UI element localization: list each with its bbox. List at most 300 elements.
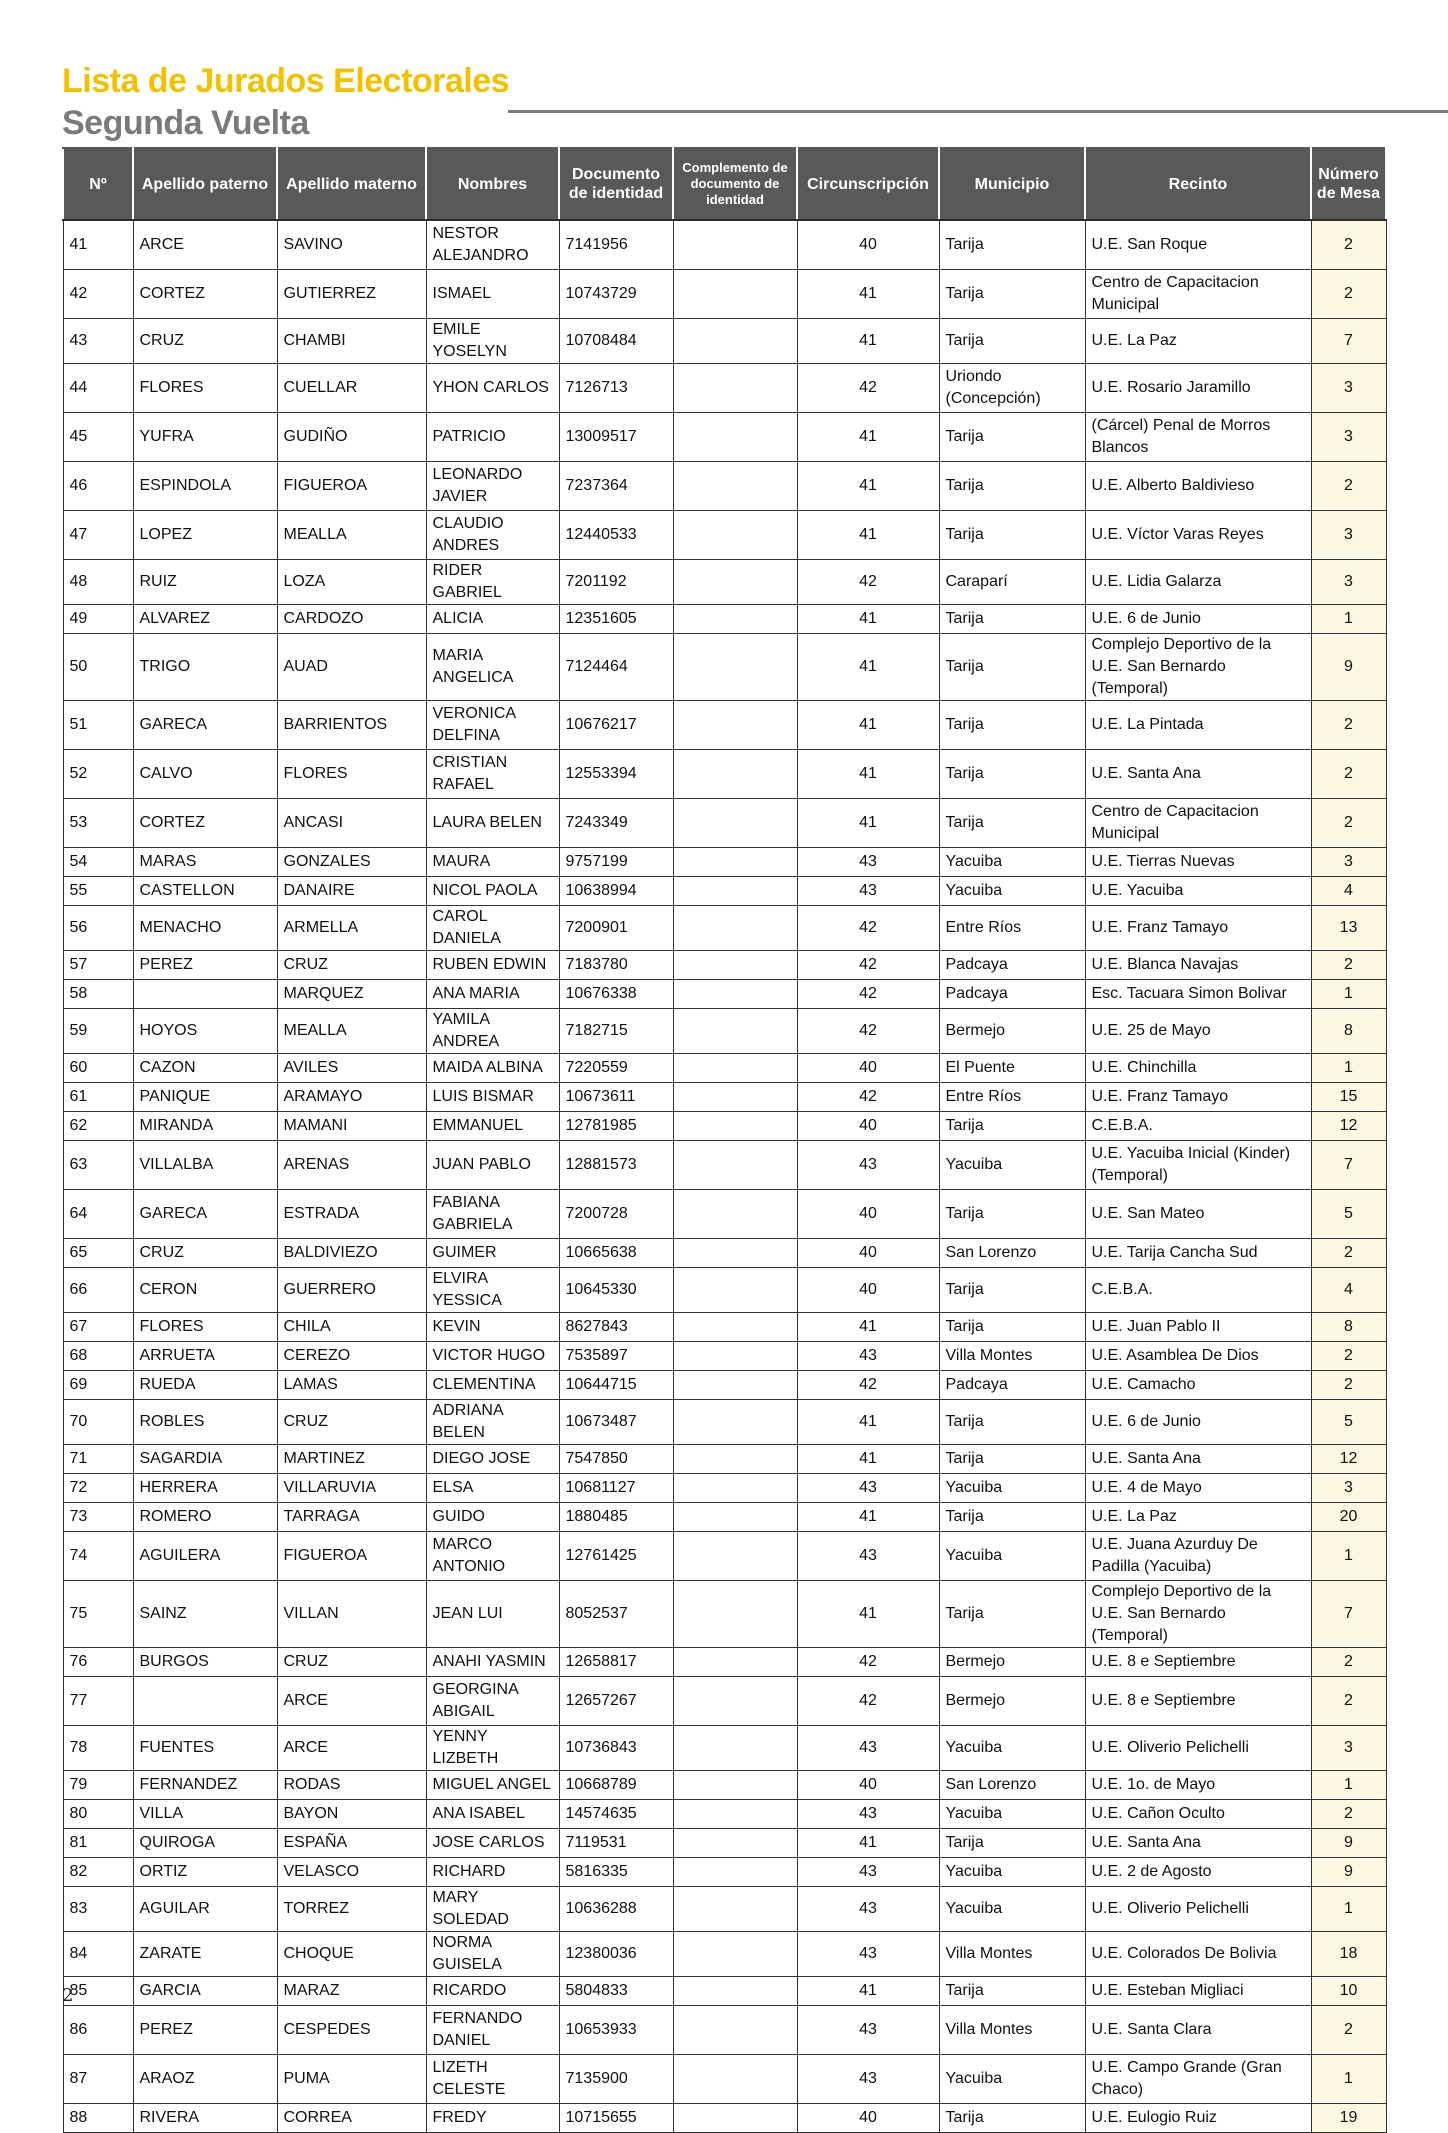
- cell-mun: San Lorenzo: [939, 1771, 1085, 1800]
- cell-ap: RUEDA: [133, 1371, 277, 1400]
- cell-n: 54: [63, 848, 133, 877]
- cell-comp: [673, 2104, 797, 2133]
- cell-nom: MIGUEL ANGEL: [426, 1771, 559, 1800]
- cell-rec: U.E. Eulogio Ruiz: [1085, 2104, 1311, 2133]
- cell-mesa: 15: [1311, 1083, 1386, 1112]
- cell-rec: Centro de Capacitacion Municipal: [1085, 799, 1311, 848]
- cell-am: VILLARUVIA: [277, 1474, 426, 1503]
- cell-nom: DIEGO JOSE: [426, 1445, 559, 1474]
- cell-doc: 10665638: [559, 1239, 673, 1268]
- cell-nom: ANA ISABEL: [426, 1800, 559, 1829]
- cell-comp: [673, 1771, 797, 1800]
- cell-doc: 12380036: [559, 1932, 673, 1977]
- cell-mun: Tarija: [939, 1190, 1085, 1239]
- table-row: [63, 511, 1386, 560]
- cell-comp: [673, 605, 797, 634]
- cell-ap: MARAS: [133, 848, 277, 877]
- cell-ap: ROMERO: [133, 1503, 277, 1532]
- cell-ap: CASTELLON: [133, 877, 277, 906]
- page-title: Lista de Jurados Electorales: [62, 62, 510, 100]
- cell-mun: Tarija: [939, 413, 1085, 462]
- cell-nom: LEONARDO JAVIER: [426, 462, 559, 511]
- cell-n: 62: [63, 1112, 133, 1141]
- cell-n: 68: [63, 1342, 133, 1371]
- cell-mesa: 8: [1311, 1009, 1386, 1054]
- cell-mesa: 3: [1311, 848, 1386, 877]
- cell-n: 83: [63, 1887, 133, 1932]
- cell-mesa: 5: [1311, 1190, 1386, 1239]
- cell-am: ESPAÑA: [277, 1829, 426, 1858]
- cell-comp: [673, 1581, 797, 1648]
- cell-rec: Complejo Deportivo de la U.E. San Bernardo (Temporal): [1085, 634, 1311, 701]
- cell-mesa: 12: [1311, 1445, 1386, 1474]
- cell-nom: RIDER GABRIEL: [426, 560, 559, 605]
- cell-nom: YAMILA ANDREA: [426, 1009, 559, 1054]
- cell-rec: U.E. 1o. de Mayo: [1085, 1771, 1311, 1800]
- cell-mun: Padcaya: [939, 1371, 1085, 1400]
- cell-comp: [673, 1503, 797, 1532]
- cell-doc: 13009517: [559, 413, 673, 462]
- cell-ap: ESPINDOLA: [133, 462, 277, 511]
- cell-am: ANCASI: [277, 799, 426, 848]
- cell-mun: Yacuiba: [939, 877, 1085, 906]
- cell-ap: RIVERA: [133, 2104, 277, 2133]
- cell-ap: ARRUETA: [133, 1342, 277, 1371]
- cell-n: 75: [63, 1581, 133, 1648]
- cell-circ: 43: [797, 1858, 939, 1887]
- cell-nom: GUIMER: [426, 1239, 559, 1268]
- cell-circ: 40: [797, 220, 939, 270]
- cell-rec: U.E. Oliverio Pelichelli: [1085, 1887, 1311, 1932]
- cell-doc: 12657267: [559, 1677, 673, 1726]
- cell-doc: 10715655: [559, 2104, 673, 2133]
- cell-am: ARAMAYO: [277, 1083, 426, 1112]
- cell-n: 79: [63, 1771, 133, 1800]
- cell-ap: TRIGO: [133, 634, 277, 701]
- table-row: [63, 951, 1386, 980]
- column-header: Circunscripción: [797, 148, 939, 220]
- cell-comp: [673, 1977, 797, 2006]
- cell-mun: Villa Montes: [939, 2006, 1085, 2055]
- table-row: [63, 1268, 1386, 1313]
- cell-mun: Yacuiba: [939, 848, 1085, 877]
- cell-nom: FREDY: [426, 2104, 559, 2133]
- cell-mesa: 8: [1311, 1313, 1386, 1342]
- cell-ap: AGUILERA: [133, 1532, 277, 1581]
- cell-mun: Padcaya: [939, 951, 1085, 980]
- cell-am: CORREA: [277, 2104, 426, 2133]
- cell-comp: [673, 799, 797, 848]
- cell-doc: 10645330: [559, 1268, 673, 1313]
- cell-mesa: 2: [1311, 270, 1386, 319]
- cell-mun: Tarija: [939, 319, 1085, 364]
- cell-am: CRUZ: [277, 1648, 426, 1677]
- cell-circ: 41: [797, 270, 939, 319]
- cell-comp: [673, 1009, 797, 1054]
- cell-comp: [673, 951, 797, 980]
- cell-nom: JEAN LUI: [426, 1581, 559, 1648]
- cell-am: SAVINO: [277, 220, 426, 270]
- cell-ap: ARCE: [133, 220, 277, 270]
- cell-rec: U.E. Franz Tamayo: [1085, 906, 1311, 951]
- cell-mun: Caraparí: [939, 560, 1085, 605]
- cell-circ: 41: [797, 319, 939, 364]
- cell-doc: 10736843: [559, 1726, 673, 1771]
- cell-mun: Villa Montes: [939, 1932, 1085, 1977]
- cell-n: 88: [63, 2104, 133, 2133]
- cell-n: 80: [63, 1800, 133, 1829]
- cell-ap: PANIQUE: [133, 1083, 277, 1112]
- table-row: [63, 980, 1386, 1009]
- table-row: [63, 1083, 1386, 1112]
- cell-n: 66: [63, 1268, 133, 1313]
- cell-rec: U.E. Rosario Jaramillo: [1085, 364, 1311, 413]
- table-row: [63, 1771, 1386, 1800]
- cell-n: 63: [63, 1141, 133, 1190]
- cell-mun: Yacuiba: [939, 1887, 1085, 1932]
- cell-comp: [673, 2055, 797, 2104]
- cell-mun: Yacuiba: [939, 1474, 1085, 1503]
- cell-rec: U.E. 8 e Septiembre: [1085, 1677, 1311, 1726]
- cell-doc: 7126713: [559, 364, 673, 413]
- cell-am: LAMAS: [277, 1371, 426, 1400]
- cell-nom: VICTOR HUGO: [426, 1342, 559, 1371]
- cell-nom: JOSE CARLOS: [426, 1829, 559, 1858]
- table-row: [63, 2104, 1386, 2133]
- cell-nom: FERNANDO DANIEL: [426, 2006, 559, 2055]
- cell-am: BAYON: [277, 1800, 426, 1829]
- cell-doc: 10708484: [559, 319, 673, 364]
- cell-nom: ANAHI YASMIN: [426, 1648, 559, 1677]
- cell-am: CHILA: [277, 1313, 426, 1342]
- cell-rec: U.E. La Pintada: [1085, 701, 1311, 750]
- cell-am: ESTRADA: [277, 1190, 426, 1239]
- cell-mesa: 2: [1311, 1677, 1386, 1726]
- cell-nom: ALICIA: [426, 605, 559, 634]
- cell-comp: [673, 1800, 797, 1829]
- cell-am: PUMA: [277, 2055, 426, 2104]
- cell-rec: U.E. 4 de Mayo: [1085, 1474, 1311, 1503]
- cell-rec: U.E. Franz Tamayo: [1085, 1083, 1311, 1112]
- cell-nom: KEVIN: [426, 1313, 559, 1342]
- cell-am: CUELLAR: [277, 364, 426, 413]
- cell-doc: 10668789: [559, 1771, 673, 1800]
- table-row: [63, 560, 1386, 605]
- cell-mun: Yacuiba: [939, 1800, 1085, 1829]
- cell-n: 57: [63, 951, 133, 980]
- cell-n: 45: [63, 413, 133, 462]
- cell-mun: Tarija: [939, 1112, 1085, 1141]
- cell-doc: 10636288: [559, 1887, 673, 1932]
- cell-ap: FERNANDEZ: [133, 1771, 277, 1800]
- cell-circ: 40: [797, 1054, 939, 1083]
- cell-circ: 40: [797, 1239, 939, 1268]
- cell-rec: U.E. 2 de Agosto: [1085, 1858, 1311, 1887]
- cell-nom: PATRICIO: [426, 413, 559, 462]
- title-divider: [508, 110, 1448, 113]
- cell-comp: [673, 1342, 797, 1371]
- cell-doc: 7535897: [559, 1342, 673, 1371]
- cell-circ: 43: [797, 848, 939, 877]
- cell-circ: 41: [797, 1581, 939, 1648]
- cell-nom: JUAN PABLO: [426, 1141, 559, 1190]
- table-row: [63, 750, 1386, 799]
- cell-mun: San Lorenzo: [939, 1239, 1085, 1268]
- cell-mesa: 5: [1311, 1400, 1386, 1445]
- cell-doc: 7237364: [559, 462, 673, 511]
- cell-n: 85: [63, 1977, 133, 2006]
- cell-nom: CLEMENTINA: [426, 1371, 559, 1400]
- cell-n: 49: [63, 605, 133, 634]
- table-row: [63, 1800, 1386, 1829]
- cell-doc: 10673611: [559, 1083, 673, 1112]
- cell-ap: YUFRA: [133, 413, 277, 462]
- cell-rec: U.E. San Roque: [1085, 220, 1311, 270]
- cell-doc: 7200901: [559, 906, 673, 951]
- table-row: [63, 2055, 1386, 2104]
- cell-mun: Yacuiba: [939, 1141, 1085, 1190]
- cell-rec: U.E. Camacho: [1085, 1371, 1311, 1400]
- cell-ap: ORTIZ: [133, 1858, 277, 1887]
- cell-mun: Tarija: [939, 1445, 1085, 1474]
- cell-comp: [673, 1726, 797, 1771]
- cell-rec: U.E. Lidia Galarza: [1085, 560, 1311, 605]
- cell-mun: Tarija: [939, 1313, 1085, 1342]
- cell-circ: 43: [797, 1800, 939, 1829]
- table-row: [63, 1829, 1386, 1858]
- cell-mesa: 1: [1311, 1771, 1386, 1800]
- cell-circ: 42: [797, 1677, 939, 1726]
- table-row: [63, 1400, 1386, 1445]
- cell-n: 73: [63, 1503, 133, 1532]
- cell-doc: 12553394: [559, 750, 673, 799]
- cell-mun: Bermejo: [939, 1677, 1085, 1726]
- cell-doc: 12351605: [559, 605, 673, 634]
- cell-mun: Yacuiba: [939, 1726, 1085, 1771]
- cell-ap: HERRERA: [133, 1474, 277, 1503]
- cell-n: 81: [63, 1829, 133, 1858]
- cell-ap: FLORES: [133, 1313, 277, 1342]
- cell-ap: CALVO: [133, 750, 277, 799]
- cell-comp: [673, 1887, 797, 1932]
- cell-mun: Tarija: [939, 511, 1085, 560]
- cell-doc: 12658817: [559, 1648, 673, 1677]
- cell-nom: MARIA ANGELICA: [426, 634, 559, 701]
- cell-mun: Yacuiba: [939, 1532, 1085, 1581]
- cell-ap: ALVAREZ: [133, 605, 277, 634]
- cell-doc: 5804833: [559, 1977, 673, 2006]
- cell-doc: 7135900: [559, 2055, 673, 2104]
- cell-ap: RUIZ: [133, 560, 277, 605]
- cell-rec: U.E. Santa Ana: [1085, 1445, 1311, 1474]
- cell-nom: YENNY LIZBETH: [426, 1726, 559, 1771]
- cell-n: 50: [63, 634, 133, 701]
- cell-comp: [673, 980, 797, 1009]
- cell-doc: 7119531: [559, 1829, 673, 1858]
- cell-n: 61: [63, 1083, 133, 1112]
- table-row: [63, 1932, 1386, 1977]
- cell-mesa: 2: [1311, 1648, 1386, 1677]
- cell-comp: [673, 319, 797, 364]
- cell-doc: 7243349: [559, 799, 673, 848]
- cell-mun: Tarija: [939, 1400, 1085, 1445]
- cell-am: MEALLA: [277, 511, 426, 560]
- cell-comp: [673, 1677, 797, 1726]
- table-header-row: [63, 148, 1386, 220]
- cell-circ: 40: [797, 1112, 939, 1141]
- table-row: [63, 848, 1386, 877]
- cell-circ: 41: [797, 413, 939, 462]
- cell-mun: Tarija: [939, 1268, 1085, 1313]
- table-row: [63, 1503, 1386, 1532]
- cell-n: 42: [63, 270, 133, 319]
- column-header: Nombres: [426, 148, 559, 220]
- cell-comp: [673, 1239, 797, 1268]
- table-row: [63, 1581, 1386, 1648]
- cell-doc: 7183780: [559, 951, 673, 980]
- cell-comp: [673, 1054, 797, 1083]
- table-row: [63, 1239, 1386, 1268]
- cell-doc: 7547850: [559, 1445, 673, 1474]
- cell-mesa: 1: [1311, 2055, 1386, 2104]
- cell-mesa: 1: [1311, 1532, 1386, 1581]
- table-row: [63, 413, 1386, 462]
- cell-circ: 43: [797, 1342, 939, 1371]
- cell-n: 51: [63, 701, 133, 750]
- cell-circ: 41: [797, 605, 939, 634]
- column-header: Recinto: [1085, 148, 1311, 220]
- cell-n: 41: [63, 220, 133, 270]
- cell-mesa: 2: [1311, 701, 1386, 750]
- cell-mesa: 1: [1311, 605, 1386, 634]
- cell-ap: CORTEZ: [133, 270, 277, 319]
- cell-mun: Bermejo: [939, 1648, 1085, 1677]
- cell-ap: GARECA: [133, 1190, 277, 1239]
- cell-nom: ADRIANA BELEN: [426, 1400, 559, 1445]
- cell-nom: FABIANA GABRIELA: [426, 1190, 559, 1239]
- cell-mun: Tarija: [939, 1503, 1085, 1532]
- cell-ap: MIRANDA: [133, 1112, 277, 1141]
- cell-doc: 14574635: [559, 1800, 673, 1829]
- cell-circ: 43: [797, 2055, 939, 2104]
- cell-n: 56: [63, 906, 133, 951]
- cell-mun: Yacuiba: [939, 2055, 1085, 2104]
- cell-nom: GUIDO: [426, 1503, 559, 1532]
- cell-am: MAMANI: [277, 1112, 426, 1141]
- cell-mesa: 2: [1311, 1371, 1386, 1400]
- table-row: [63, 1858, 1386, 1887]
- cell-nom: NESTOR ALEJANDRO: [426, 220, 559, 270]
- table-row: [63, 605, 1386, 634]
- cell-doc: 10644715: [559, 1371, 673, 1400]
- cell-circ: 41: [797, 750, 939, 799]
- cell-mesa: 7: [1311, 319, 1386, 364]
- table-row: [63, 701, 1386, 750]
- cell-mun: Tarija: [939, 605, 1085, 634]
- table-row: [63, 1190, 1386, 1239]
- cell-mun: Tarija: [939, 750, 1085, 799]
- cell-doc: 12881573: [559, 1141, 673, 1190]
- table-row: [63, 1342, 1386, 1371]
- table-row: [63, 1977, 1386, 2006]
- cell-comp: [673, 1190, 797, 1239]
- cell-n: 46: [63, 462, 133, 511]
- cell-rec: U.E. 6 de Junio: [1085, 605, 1311, 634]
- cell-rec: U.E. Cañon Oculto: [1085, 1800, 1311, 1829]
- table-row: [63, 906, 1386, 951]
- cell-mesa: 3: [1311, 413, 1386, 462]
- cell-am: GUERRERO: [277, 1268, 426, 1313]
- cell-circ: 41: [797, 1977, 939, 2006]
- cell-doc: 7141956: [559, 220, 673, 270]
- cell-doc: 7124464: [559, 634, 673, 701]
- cell-comp: [673, 364, 797, 413]
- cell-doc: 8627843: [559, 1313, 673, 1342]
- table-row: [63, 634, 1386, 701]
- table-row: [63, 1054, 1386, 1083]
- cell-doc: 7200728: [559, 1190, 673, 1239]
- cell-n: 52: [63, 750, 133, 799]
- cell-circ: 41: [797, 1829, 939, 1858]
- cell-nom: EMMANUEL: [426, 1112, 559, 1141]
- cell-rec: U.E. Santa Clara: [1085, 2006, 1311, 2055]
- cell-doc: 7182715: [559, 1009, 673, 1054]
- table-row: [63, 1887, 1386, 1932]
- cell-ap: HOYOS: [133, 1009, 277, 1054]
- cell-am: AVILES: [277, 1054, 426, 1083]
- cell-rec: U.E. Juana Azurduy De Padilla (Yacuiba): [1085, 1532, 1311, 1581]
- cell-circ: 42: [797, 1371, 939, 1400]
- cell-ap: [133, 1677, 277, 1726]
- cell-circ: 43: [797, 1887, 939, 1932]
- cell-circ: 43: [797, 1532, 939, 1581]
- cell-rec: U.E. Tierras Nuevas: [1085, 848, 1311, 877]
- cell-nom: MAIDA ALBINA: [426, 1054, 559, 1083]
- cell-circ: 40: [797, 2104, 939, 2133]
- cell-rec: U.E. Colorados De Bolivia: [1085, 1932, 1311, 1977]
- cell-mun: Tarija: [939, 462, 1085, 511]
- table-row: [63, 270, 1386, 319]
- table-row: [63, 1112, 1386, 1141]
- cell-n: 58: [63, 980, 133, 1009]
- cell-am: RODAS: [277, 1771, 426, 1800]
- cell-n: 76: [63, 1648, 133, 1677]
- cell-rec: U.E. Campo Grande (Gran Chaco): [1085, 2055, 1311, 2104]
- cell-am: CARDOZO: [277, 605, 426, 634]
- cell-mun: Tarija: [939, 1977, 1085, 2006]
- cell-n: 77: [63, 1677, 133, 1726]
- cell-mesa: 3: [1311, 1474, 1386, 1503]
- cell-ap: CAZON: [133, 1054, 277, 1083]
- cell-mesa: 3: [1311, 1726, 1386, 1771]
- cell-nom: ELVIRA YESSICA: [426, 1268, 559, 1313]
- table-row: [63, 2006, 1386, 2055]
- cell-circ: 40: [797, 1268, 939, 1313]
- cell-n: 47: [63, 511, 133, 560]
- cell-nom: RICARDO: [426, 1977, 559, 2006]
- cell-am: CRUZ: [277, 951, 426, 980]
- cell-comp: [673, 1268, 797, 1313]
- table-row: [63, 220, 1386, 270]
- cell-ap: FUENTES: [133, 1726, 277, 1771]
- cell-mesa: 4: [1311, 1268, 1386, 1313]
- cell-rec: U.E. Santa Ana: [1085, 750, 1311, 799]
- table-row: [63, 319, 1386, 364]
- cell-mesa: 1: [1311, 1054, 1386, 1083]
- cell-nom: CAROL DANIELA: [426, 906, 559, 951]
- cell-ap: [133, 980, 277, 1009]
- cell-ap: GARECA: [133, 701, 277, 750]
